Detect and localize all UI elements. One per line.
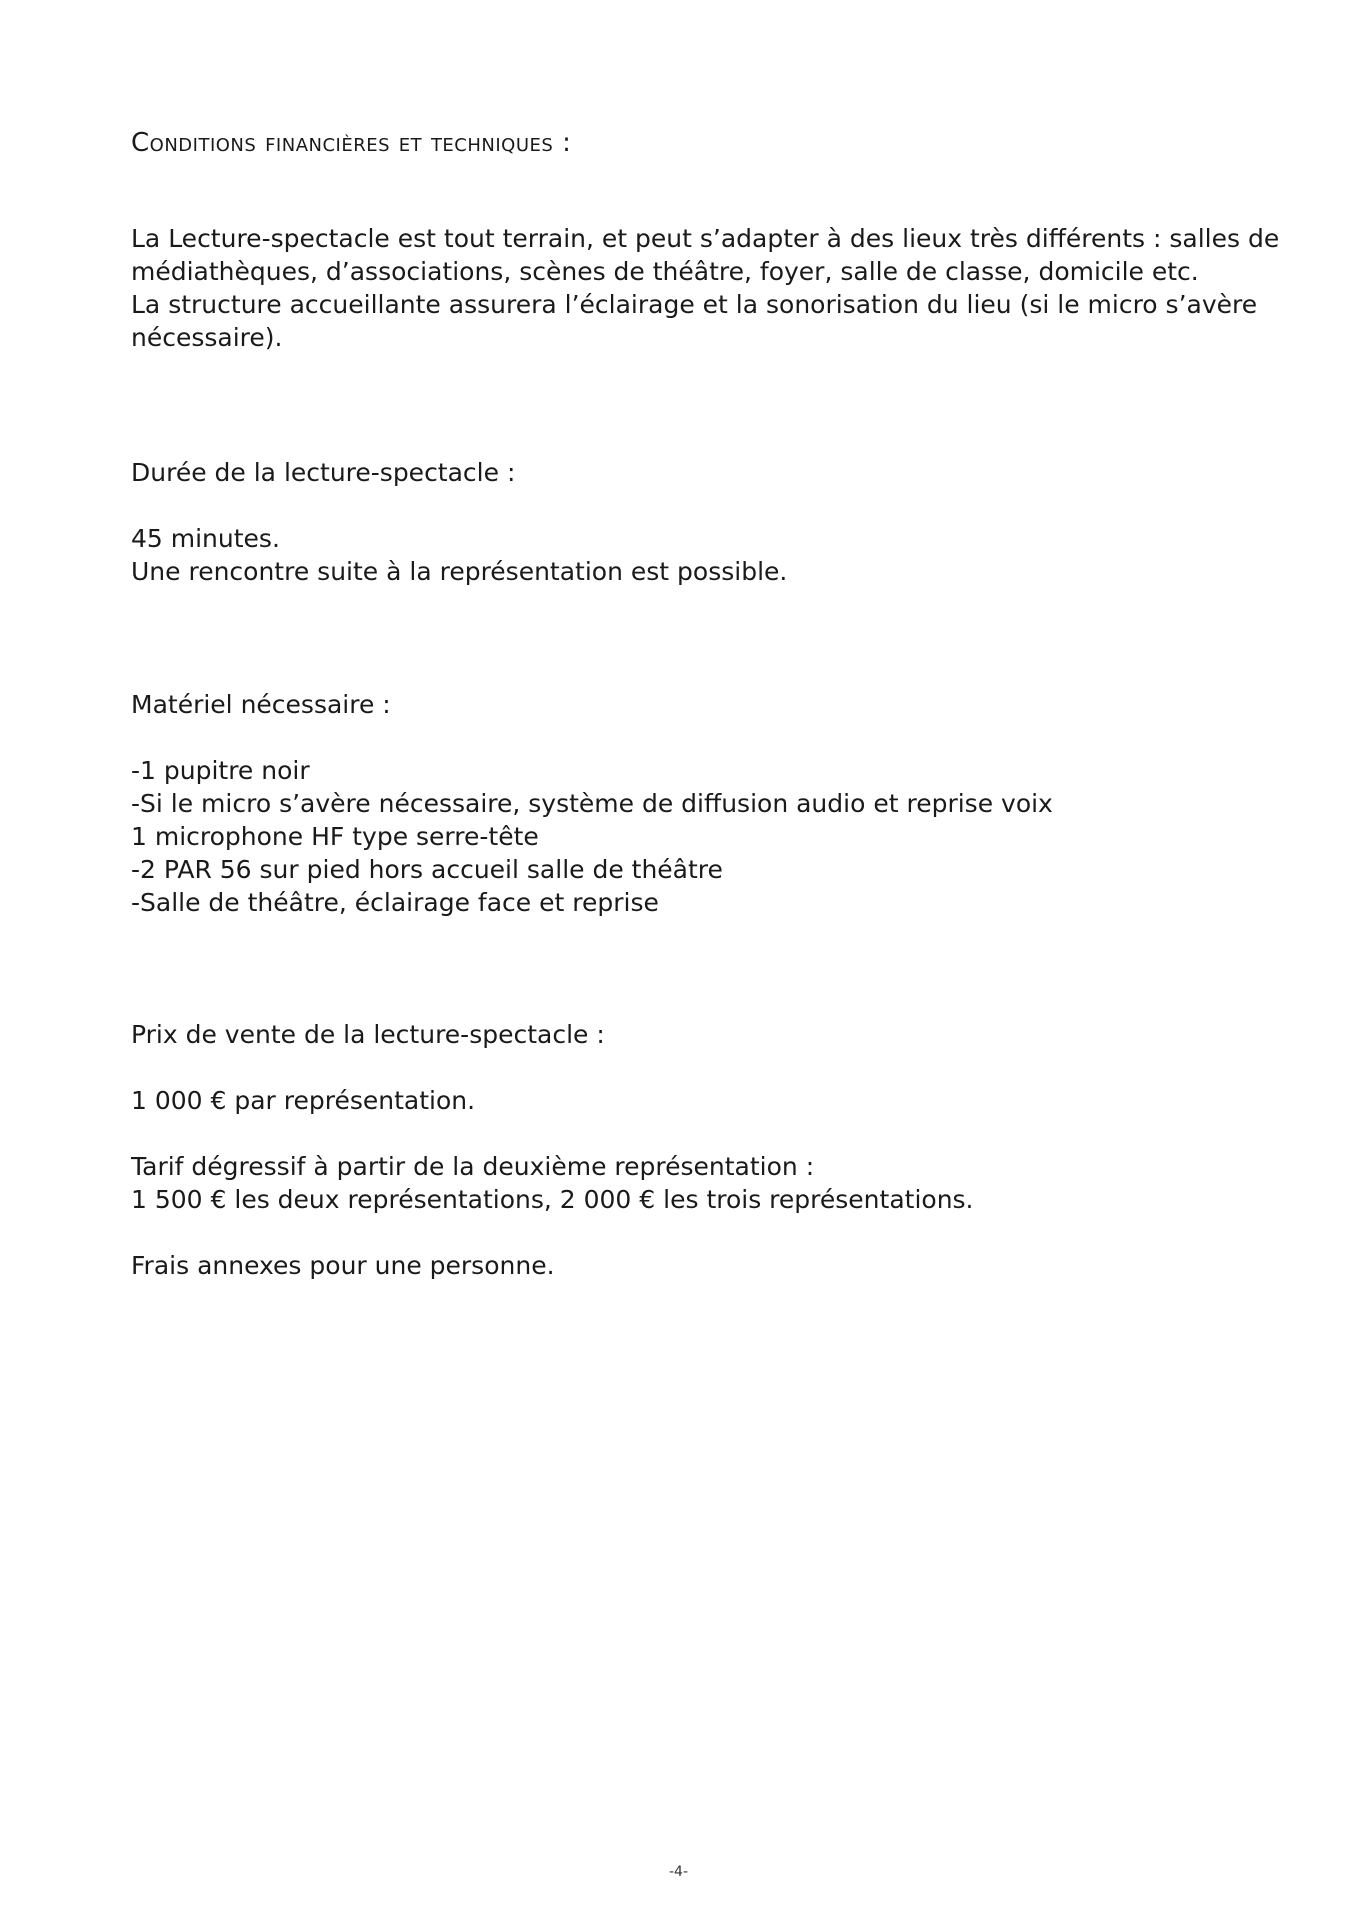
prix-heading: Prix de vente de la lecture-spectacle : [131,1020,605,1049]
intro-paragraph [131,222,1280,354]
frais-block [131,1249,1251,1282]
frais-line: Frais annexes pour une personne. [131,1251,555,1280]
intro-line: nécessaire). [131,323,283,352]
duree-body [131,522,1251,588]
page-number: -4- [668,1864,688,1880]
prix-section [131,1018,1251,1051]
materiel-section [131,688,1251,721]
intro-line: La Lecture-spectacle est tout terrain, et peut s’adapter à des lieux très différents : salles de [131,224,1280,253]
section-title: Conditions financières et techniques : [131,128,572,158]
duree-section [131,456,1251,489]
materiel-item: -Si le micro s’avère nécessaire, système de diffusion audio et reprise voix [131,789,1053,818]
materiel-item: -1 pupitre noir [131,756,310,785]
intro-line: La structure accueillante assurera l’éclairage et la sonorisation du lieu (si le micro s’avère [131,290,1258,319]
materiel-item: 1 microphone HF type serre-tête [131,822,539,851]
materiel-heading: Matériel nécessaire : [131,690,391,719]
duree-line: 45 minutes. [131,524,280,553]
tarif-line: 1 500 € les deux représentations, 2 000 € les trois représentations. [131,1185,974,1214]
intro-line: médiathèques, d’associations, scènes de théâtre, foyer, salle de classe, domicile etc. [131,257,1199,286]
tarif-line: Tarif dégressif à partir de la deuxième représentation : [131,1152,815,1181]
duree-heading: Durée de la lecture-spectacle : [131,458,516,487]
materiel-item: -Salle de théâtre, éclairage face et reprise [131,888,659,917]
tarif-block [131,1150,1251,1216]
prix-line-block [131,1084,1251,1117]
prix-line: 1 000 € par représentation. [131,1086,476,1115]
duree-line: Une rencontre suite à la représentation est possible. [131,557,788,586]
materiel-list [131,754,1251,919]
materiel-item: -2 PAR 56 sur pied hors accueil salle de théâtre [131,855,723,884]
